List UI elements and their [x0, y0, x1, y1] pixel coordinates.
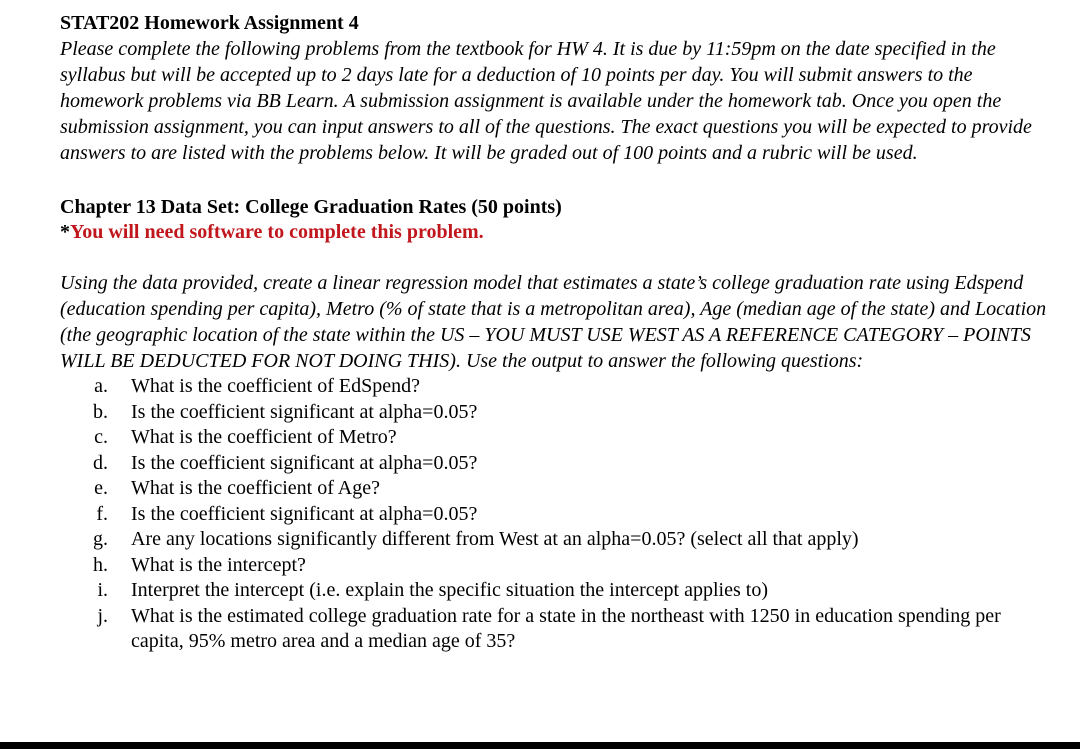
- question-item: [60, 374, 1050, 400]
- question-marker: f.: [96, 502, 108, 525]
- question-item: [60, 527, 1050, 553]
- question-text: What is the estimated college graduation rate for a state in the northeast with 1250 in education spending per capita, 95% metro area and a median age of 35?: [131, 604, 1001, 652]
- software-warning-asterisk: *: [60, 221, 70, 243]
- problem-description: Using the data provided, create a linear regression model that estimates a state’s college graduation rate using Edspend (education spending per capita), Metro (% of state that is a metropolitan area), Age (median age of the state) and Location (the geographic location of the state within the US – YOU MUST USE WEST AS A REFERENCE CATEGORY – POINTS WILL BE DEDUCTED FOR NOT DOING THIS). Use the output to answer the following questions:: [60, 272, 1047, 372]
- question-marker: h.: [93, 553, 108, 576]
- question-text: What is the coefficient of EdSpend?: [131, 375, 420, 397]
- question-marker: c.: [94, 426, 108, 448]
- question-text: What is the coefficient of Age?: [131, 477, 380, 499]
- instructions-paragraph: Please complete the following problems from the textbook for HW 4. It is due by 11:59pm on the date specified in the syllabus but will be accepted up to 2 days late for a deduction of 10 points per day. You will submit answers to the homework problems via BB Learn. A submission assignment is available under the homework tab. Once you open the submission assignment, you can input answers to all of the questions. The exact questions you will be expected to provide answers to are listed with the problems below. It will be graded out of 100 points and a rubric will be used.: [60, 38, 1032, 164]
- question-marker: i.: [97, 579, 108, 601]
- question-item: [60, 400, 1050, 426]
- question-text: What is the intercept?: [131, 553, 306, 576]
- question-text: Are any locations significantly different from West at an alpha=0.05? (select all that apply): [131, 528, 859, 550]
- question-text: What is the coefficient of Metro?: [131, 426, 397, 448]
- question-marker: d.: [93, 451, 108, 474]
- question-text: Interpret the intercept (i.e. explain the specific situation the intercept applies to): [131, 579, 768, 601]
- question-marker: b.: [93, 400, 108, 423]
- question-item: [60, 502, 1050, 528]
- chapter-heading: Chapter 13 Data Set: College Graduation Rates (50 points): [60, 196, 562, 218]
- question-marker: a.: [94, 375, 108, 397]
- question-text: Is the coefficient significant at alpha=0.05?: [131, 502, 478, 525]
- question-marker: j.: [97, 604, 108, 627]
- question-marker: g.: [93, 528, 108, 550]
- question-list: [60, 374, 1050, 655]
- software-warning: [60, 220, 1050, 244]
- question-item: [60, 578, 1050, 604]
- page-title: STAT202 Homework Assignment 4: [60, 12, 359, 34]
- question-marker: e.: [94, 477, 108, 499]
- question-item: [60, 425, 1050, 451]
- question-text: Is the coefficient significant at alpha=0.05?: [131, 400, 478, 423]
- question-item: [60, 604, 1050, 655]
- software-warning-text: You will need software to complete this problem.: [70, 221, 484, 243]
- question-item: [60, 451, 1050, 477]
- question-item: [60, 553, 1050, 579]
- question-item: [60, 476, 1050, 502]
- bottom-border-bar: [0, 742, 1080, 749]
- question-text: Is the coefficient significant at alpha=0.05?: [131, 451, 478, 474]
- homework-document: [60, 10, 1050, 655]
